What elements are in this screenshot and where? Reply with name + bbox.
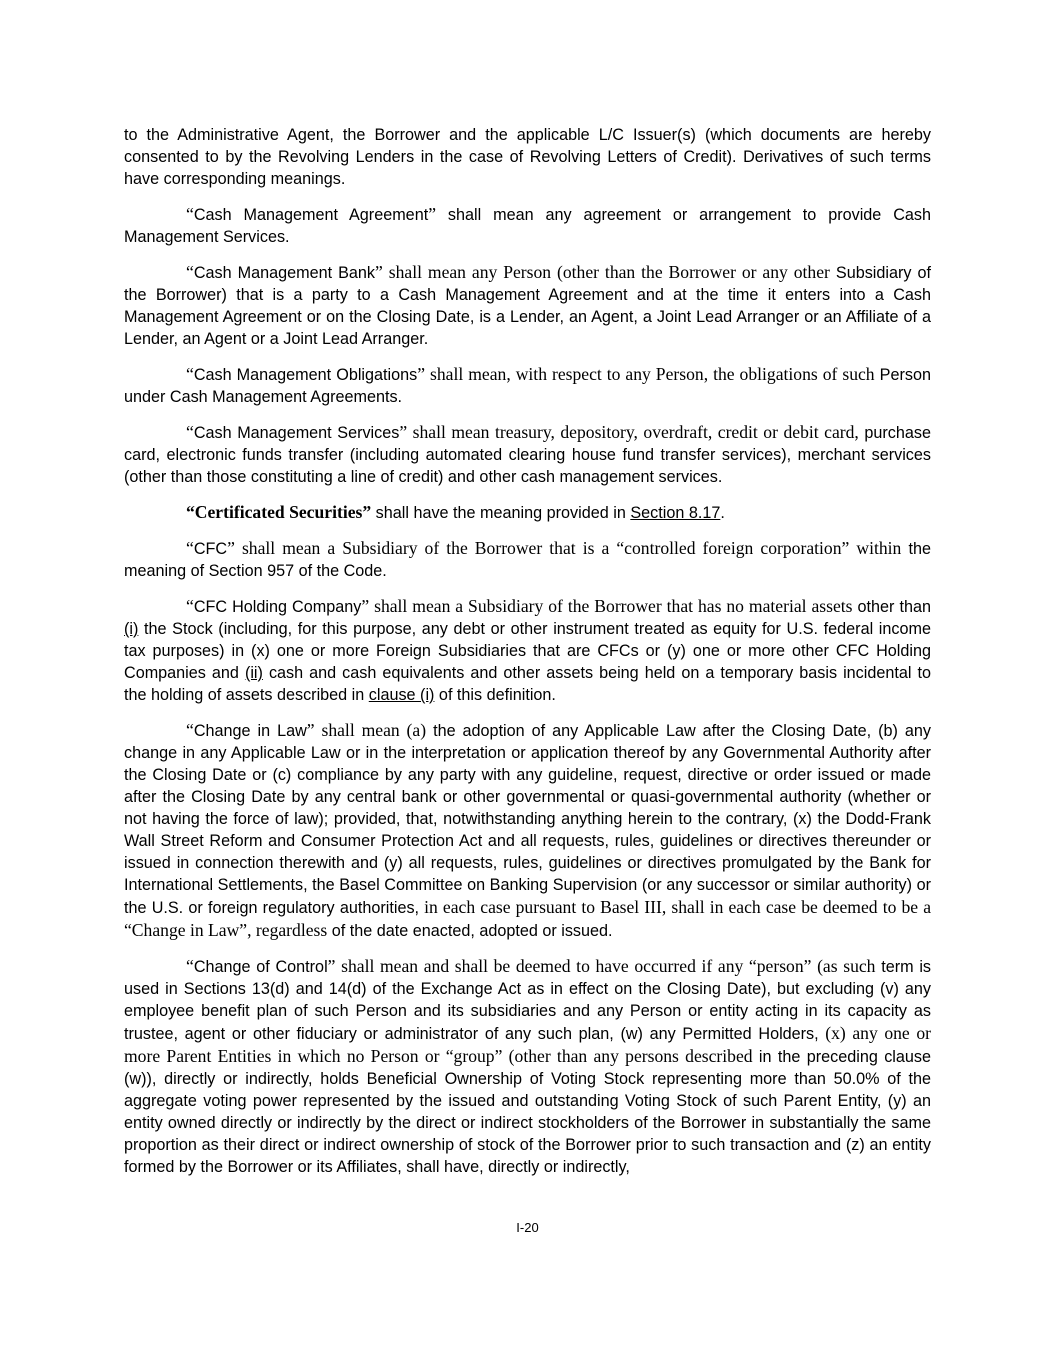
definition-text: of this definition. [434,686,556,704]
definition-lead: shall mean (a) [314,720,427,740]
defined-term: Cash Management Agreement [193,206,429,224]
definition-lead: shall mean any Person (other than the Borrower or any other [382,262,830,282]
definition-cash-management-obligations [124,363,931,408]
definition-text: purchase card, electronic funds transfer (including automated clearing house fund transfer services), merchant services (other than those constituting a line of credit) and other cash management services. [124,424,931,486]
defined-term: “Certificated Securities” [186,502,372,522]
clause-reference: (i) [124,620,139,638]
period: . [720,504,725,522]
definition-cash-management-bank [124,261,931,350]
defined-term: Cash Management Services [193,424,400,442]
definition-change-of-control [124,955,931,1178]
page-number: I-20 [516,1220,539,1235]
defined-term: Change of Control [193,958,328,976]
definition-text: cash and cash equivalents and other assets being held on a temporary basis incidental to the holding of assets described in [124,664,931,704]
paragraph-text: to the Administrative Agent, the Borrower and the applicable L/C Issuer(s) (which documents are hereby consented to by the Revolving Lenders in the case of Revolving Letters of Credit). Derivatives of such terms have corresponding meanings. [124,126,931,188]
close-quote: ” [399,422,408,442]
open-quote: “ [186,204,194,224]
close-quote: ” [327,956,336,976]
definition-text-serif: in each case pursuant to Basel III, shall in each case be deemed to be a “Change in Law”, regardless [124,897,932,940]
open-quote: “ [186,596,194,616]
open-quote: “ [186,720,194,740]
definition-lead: shall mean and shall be deemed to have occurred if any “person” (as such [335,956,876,976]
close-quote: ” [375,262,383,282]
defined-term: Cash Management Bank [193,264,376,282]
defined-term: CFC [193,540,228,558]
defined-term: Cash Management Obligations [193,366,418,384]
definition-text: Person under Cash Management Agreements. [124,366,931,406]
definition-cfc-holding-company [124,595,931,706]
definition-lead: shall mean a Subsidiary of the Borrower that is a “controlled foreign corporation” within [234,538,902,558]
definition-text: the adoption of any Applicable Law after the Closing Date, (b) any change in any Applicable Law or in the interpretation or application thereof by any Governmental Authority after the Closing Date or (c) compliance by any party with any guideline, request, directive or order issued or made after the Closing Date by any central bank or other governmental or quasi-governmental authority (whether or not having the force of law); provided, that, notwithstanding anything herein to the contrary, (x) the Dodd-Frank Wall Street Reform and Consumer Protection Act and all requests, rules, guidelines or directives thereunder or issued in connection therewith and (y) all requests, rules, guidelines or directives promulgated by the Bank for International Settlements, the Basel Committee on Banking Supervision (or any successor or similar authority) or the U.S. or foreign regulatory authorities, [124,722,931,917]
close-quote: ” [227,538,235,558]
open-quote: “ [186,364,194,384]
definition-text: shall mean any agreement or arrangement to provide Cash Management Services. [124,206,932,246]
definition-cash-management-agreement [124,203,931,248]
document-body [124,124,931,1191]
open-quote: “ [186,956,194,976]
definition-cash-management-services [124,421,931,488]
close-quote: ” [361,596,370,616]
section-reference: Section 8.17 [630,504,721,522]
definition-text: shall have the meaning provided in [371,504,631,522]
definition-text: the meaning of Section 957 of the Code. [124,540,931,580]
defined-term: Change in Law [193,722,307,740]
definition-certificated-securities [124,501,931,524]
definition-text: in the preceding clause (w)), directly or indirectly, holds Beneficial Ownership of Voting Stock representing more than 50.0% of the aggregate voting power represented by the issued and outstanding Voting Stock of such Parent Entity, (y) an entity owned directly or indirectly by the direct or indirect stockholders of the Borrower in substantially the same proportion as their direct or indirect ownership of stock of the Borrower prior to such transaction and (z) an entity formed by the Borrower or its Affiliates, shall have, directly or indirectly, [124,1048,931,1176]
definition-text: other than [852,598,931,616]
open-quote: “ [186,422,194,442]
definition-cfc [124,537,931,582]
definition-text: Subsidiary of the Borrower) that is a party to a Cash Management Agreement and at the time it enters into a Cash Management Agreement or on the Closing Date, is a Lender, an Agent, a Joint Lead Arranger or an Affiliate of a Lender, an Agent or a Joint Lead Arranger. [124,264,932,348]
defined-term: CFC Holding Company [193,598,362,616]
definition-lead: shall mean treasury, depository, overdraft, credit or debit card, [407,422,859,442]
clause-reference: (ii) [244,664,263,682]
definition-text-serif: (x) any one or more Parent Entities in which no Person or “group” (other than any persons described [124,1023,931,1066]
definition-lead: shall mean a Subsidiary of the Borrower that has no material assets [369,596,853,616]
definition-change-in-law [124,719,931,942]
paragraph-continuation [124,124,931,190]
open-quote: “ [186,262,194,282]
definition-lead: shall mean, with respect to any Person, the obligations of such [425,364,875,384]
open-quote: “ [186,538,194,558]
definition-text: of the date enacted, adopted or issued. [327,922,613,940]
definition-text: the Stock (including, for this purpose, any debt or other instrument treated as equity for U.S. federal income tax purposes) in (x) one or more Foreign Subsidiaries that are CFCs or (y) one or more other CFC Holding Companies and [124,620,931,682]
close-quote: ” [417,364,426,384]
close-quote: ” [428,204,437,224]
clause-reference: clause (i) [368,686,435,704]
close-quote: ” [306,720,315,740]
definition-text: term is used in Sections 13(d) and 14(d) of the Exchange Act as in effect on the Closing Date), but excluding (v) any employee benefit plan of such Person and its subsidiaries and any Person or entity acting in its capacity as trustee, agent or other fiduciary or administrator of any such plan, (w) any Permitted Holders, [124,958,932,1043]
